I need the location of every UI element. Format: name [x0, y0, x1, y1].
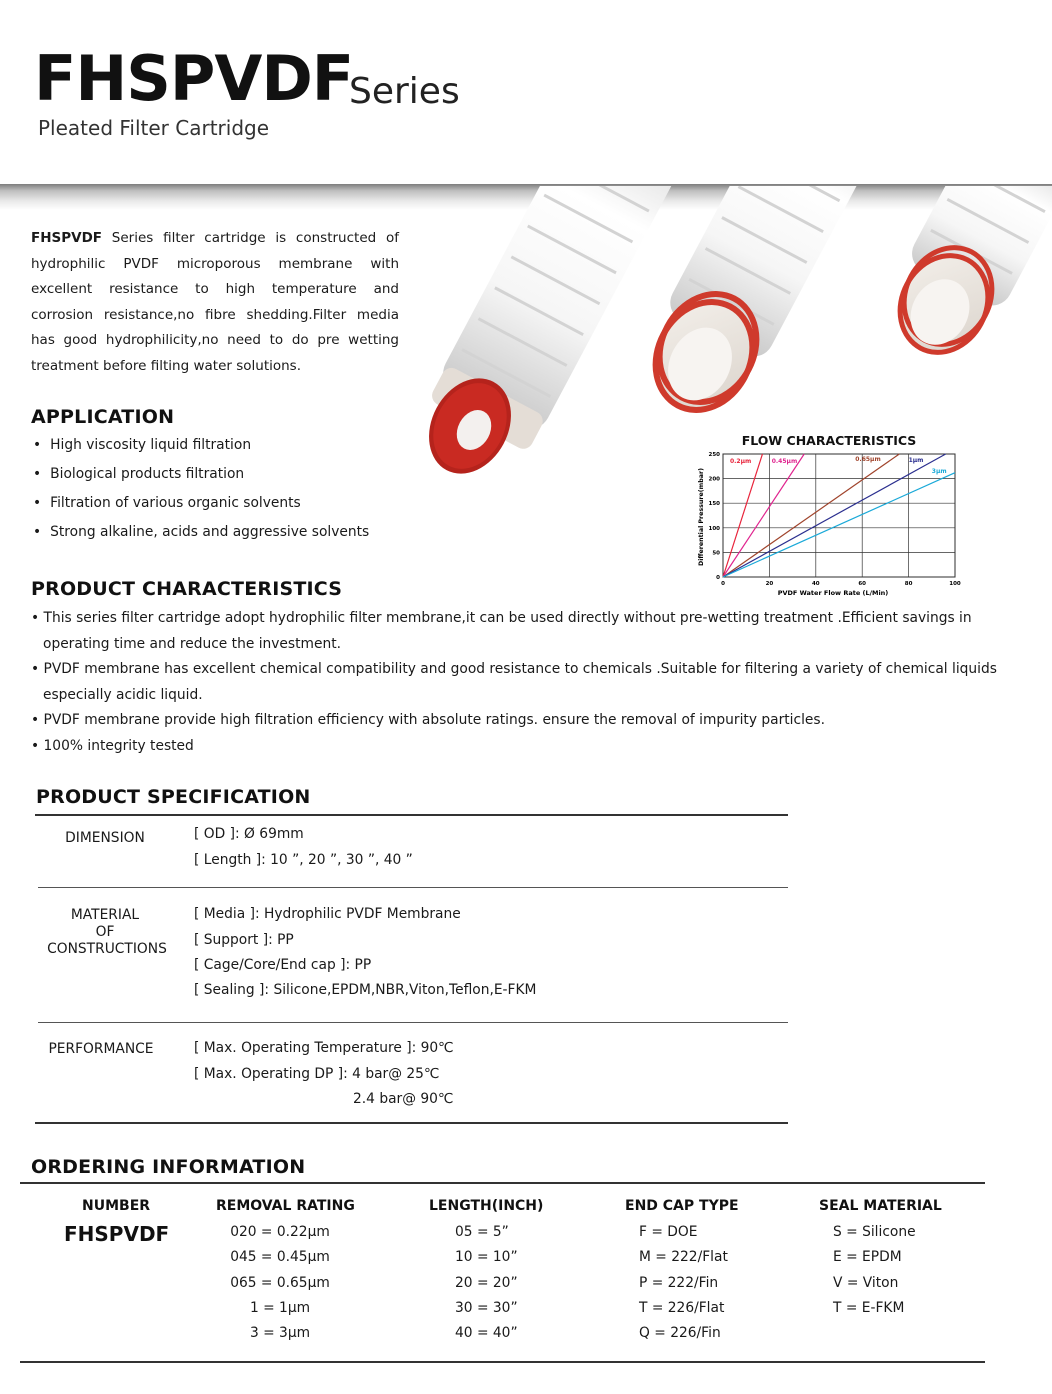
page-subtitle: Pleated Filter Cartridge: [38, 116, 270, 140]
list-item: 30 = 30”: [455, 1299, 518, 1316]
chart-frame: [723, 454, 955, 577]
list-item: 1 = 1μm: [249, 1299, 311, 1316]
spec-heading: PRODUCT SPECIFICATION: [36, 786, 311, 808]
chart-x-tick-label: 40: [811, 581, 820, 587]
list-item: Q = 226/Fin: [639, 1325, 721, 1342]
list-item: • 100% integrity tested: [31, 734, 1016, 760]
chart-x-tick-label: 100: [949, 581, 961, 587]
chart-y-tick-label: 100: [708, 525, 720, 532]
spec-bottom-rule: [35, 1122, 788, 1124]
list-item: P = 222/Fin: [639, 1274, 719, 1291]
product-characteristics-heading: PRODUCT CHARACTERISTICS: [31, 578, 343, 600]
intro-paragraph: [31, 226, 399, 379]
chart-y-tick-label: 200: [708, 476, 720, 483]
list-item: • Strong alkaline, acids and aggressive solvents: [33, 521, 369, 550]
list-item: 045 = 0.45μm: [230, 1249, 330, 1266]
ordering-number-header: NUMBER: [82, 1198, 151, 1214]
list-item: T = E-FKM: [833, 1299, 905, 1316]
ordering-endcap-header: END CAP TYPE: [625, 1198, 739, 1214]
chart-x-axis-label: PVDF Water Flow Rate (L/Min): [777, 589, 889, 597]
chart-x-tick-label: 60: [858, 581, 867, 587]
list-item: 10 = 10”: [455, 1249, 518, 1266]
spec-support: [ Support ]: PP: [194, 932, 294, 948]
page-title: FHSPVDF: [34, 42, 354, 115]
chart-grid: [723, 454, 955, 577]
list-item: 3 = 3μm: [249, 1325, 311, 1342]
chart-x-tick-label: 0: [721, 581, 725, 587]
intro-lead: FHSPVDF: [31, 230, 103, 246]
spec-material-label-1: MATERIAL: [70, 907, 140, 923]
chart-series-labels: [730, 456, 947, 475]
spec-top-rule: [35, 814, 788, 816]
ordering-length-header: LENGTH(INCH): [429, 1198, 544, 1214]
spec-max-temp: [ Max. Operating Temperature ]: 90℃: [194, 1040, 454, 1056]
list-item: 05 = 5”: [455, 1224, 509, 1240]
list-item: F = DOE: [639, 1224, 698, 1240]
spec-max-dp-2: 2.4 bar@ 90℃: [353, 1091, 454, 1107]
spec-media: [ Media ]: Hydrophilic PVDF Membrane: [194, 906, 461, 922]
chart-series-label: 3μm: [931, 468, 947, 475]
application-list: [33, 434, 369, 550]
list-item: • Filtration of various organic solvents: [33, 492, 369, 521]
list-item: E = EPDM: [833, 1249, 902, 1266]
list-item: S = Silicone: [833, 1224, 916, 1240]
list-item: V = Viton: [833, 1274, 899, 1291]
list-item: • Biological products filtration: [33, 463, 369, 492]
chart-y-axis-label: Differential Pressure(mbar): [698, 468, 705, 566]
spec-sealing: [ Sealing ]: Silicone,EPDM,NBR,Viton,Teflon,E-FKM: [194, 982, 537, 998]
spec-od: [ OD ]: Ø 69mm: [194, 826, 304, 842]
spec-max-dp: [ Max. Operating DP ]: 4 bar@ 25℃: [194, 1066, 440, 1082]
list-item: 20 = 20”: [455, 1274, 518, 1291]
list-item: M = 222/Flat: [639, 1249, 728, 1266]
spec-performance-label: PERFORMANCE: [48, 1041, 154, 1057]
product-characteristics-list: [31, 606, 1016, 759]
list-item: 020 = 0.22μm: [230, 1224, 330, 1240]
ordering-length-list: [455, 1220, 518, 1346]
application-heading: APPLICATION: [31, 406, 175, 428]
chart-series-label: 0.65μm: [855, 456, 881, 463]
chart-series-label: 1μm: [908, 457, 924, 464]
list-item: • PVDF membrane has excellent chemical compatibility and good resistance to chemicals .Suitable for filtering a variety of chemical liquids especially acidic liquid.: [31, 657, 1016, 708]
chart-y-tick-label: 250: [708, 452, 720, 458]
spec-divider: [38, 887, 788, 888]
intro-text: Series filter cartridge is constructed of hydrophilic PVDF microporous membrane with excellent resistance to high temperature and corrosion resistance,no fibre shedding.Filter media has good hydrophilicity,no need to do pre wetting treatment before filting water solutions.: [31, 230, 399, 374]
chart-title: FLOW CHARACTERISTICS: [741, 433, 917, 448]
ordering-removal-list: [200, 1220, 360, 1346]
list-item: • PVDF membrane provide high filtration efficiency with absolute ratings. ensure the removal of impurity particles.: [31, 708, 1016, 734]
list-item: T = 226/Flat: [639, 1299, 725, 1316]
spec-length: [ Length ]: 10 ”, 20 ”, 30 ”, 40 ”: [194, 852, 413, 868]
ordering-bottom-rule: [20, 1361, 985, 1363]
list-item: • High viscosity liquid filtration: [33, 434, 369, 463]
chart-series-line: [723, 454, 899, 577]
spec-cage: [ Cage/Core/End cap ]: PP: [194, 957, 372, 973]
chart-y-tick-label: 150: [708, 501, 720, 508]
chart-series-label: 0.45μm: [771, 458, 798, 465]
ordering-number-value: FHSPVDF: [64, 1222, 170, 1246]
chart-x-tick-label: 80: [904, 581, 913, 587]
list-item: 40 = 40”: [455, 1325, 518, 1342]
ordering-seal-header: SEAL MATERIAL: [819, 1198, 942, 1214]
list-item: 065 = 0.65μm: [230, 1274, 330, 1291]
ordering-heading: ORDERING INFORMATION: [31, 1156, 306, 1178]
chart-y-tick-label: 50: [712, 550, 720, 557]
list-item: • This series filter cartridge adopt hydrophilic filter membrane,it can be used directly without pre-wetting treatment .Efficient savings in operating time and reduce the investment.: [31, 606, 1016, 657]
chart-lines: [723, 454, 955, 577]
ordering-endcap-list: [639, 1220, 728, 1346]
spec-material-label-2: OF: [95, 924, 115, 940]
spec-divider: [38, 1022, 788, 1023]
chart-series-label: 0.2μm: [729, 458, 752, 465]
spec-material-label-3: CONSTRUCTIONS: [47, 941, 167, 957]
chart-x-tick-label: 20: [765, 581, 774, 587]
spec-dimension-label: DIMENSION: [65, 830, 145, 846]
ordering-removal-header: REMOVAL RATING: [216, 1198, 355, 1214]
ordering-top-rule: [20, 1182, 985, 1184]
title-series: Series: [349, 71, 460, 112]
ordering-seal-list: [833, 1220, 916, 1321]
flow-chart: [690, 445, 970, 603]
chart-y-tick-label: 0: [716, 575, 720, 581]
